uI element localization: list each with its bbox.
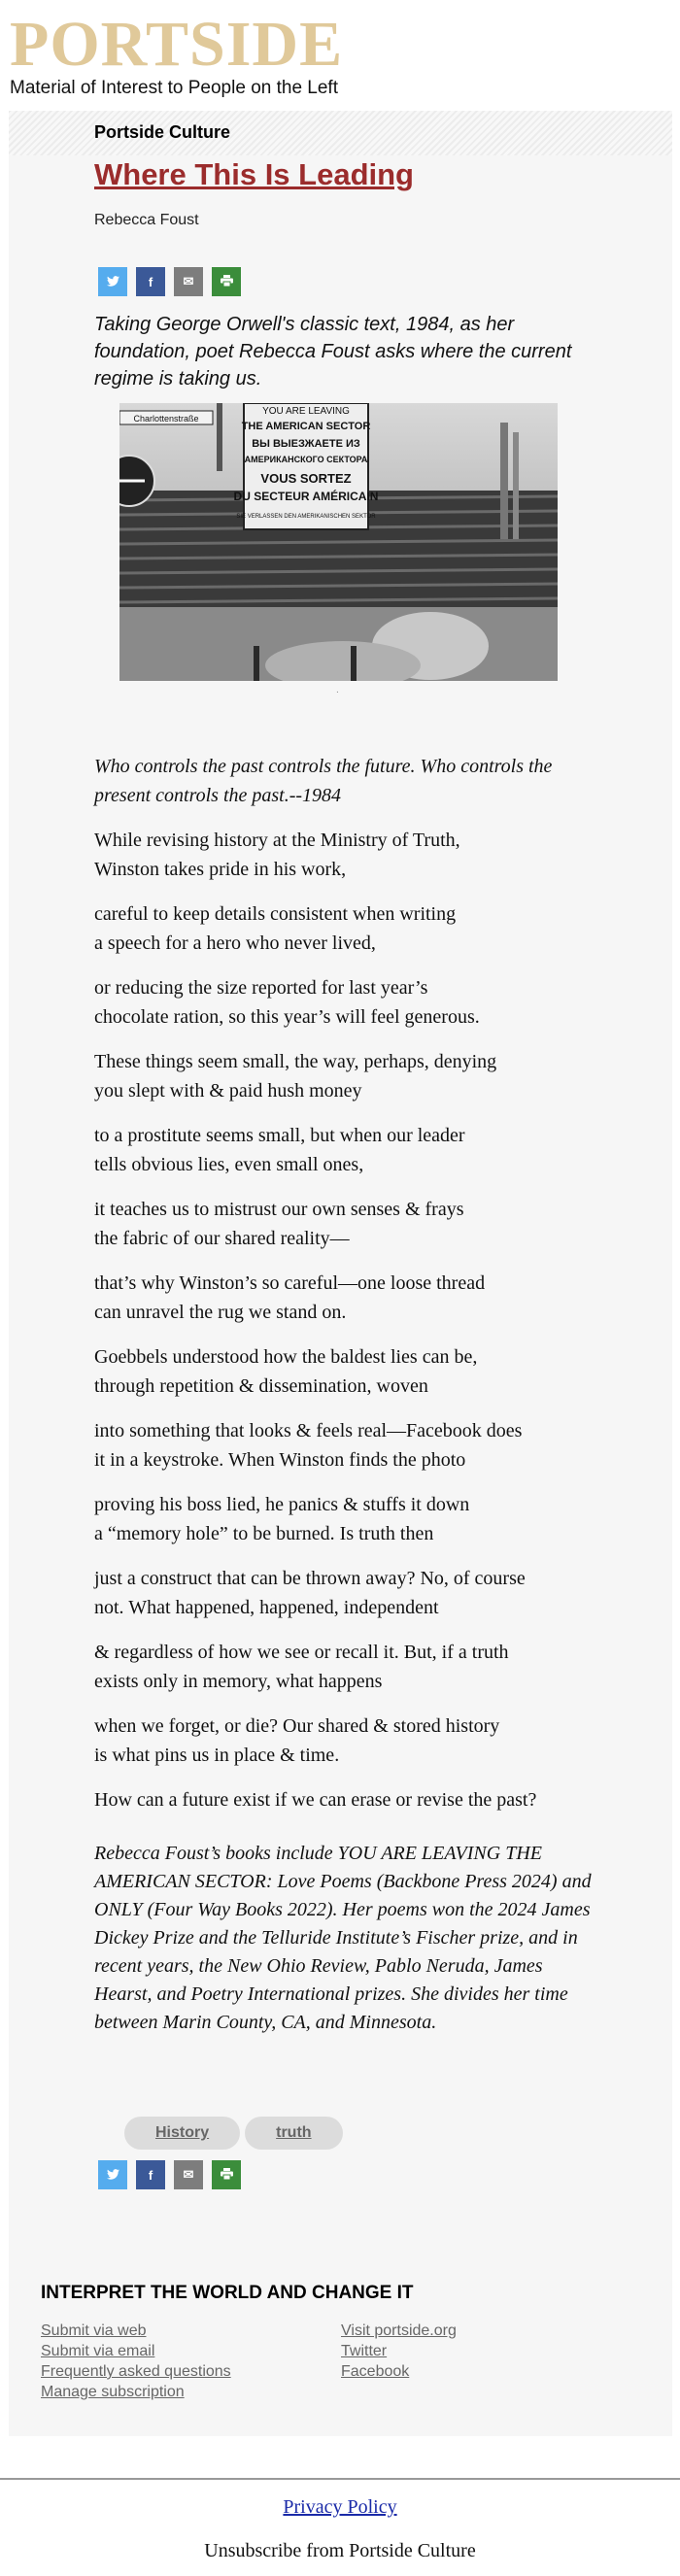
submit-web-link[interactable]: Submit via web xyxy=(41,2322,147,2339)
poem-line: not. What happened, happened, independent xyxy=(94,1597,439,1618)
email-share-button[interactable] xyxy=(174,267,203,296)
stanza xyxy=(94,1121,599,1179)
divider xyxy=(0,2478,680,2480)
poem-line: proving his boss lied, he panics & stuffs it down xyxy=(94,1494,470,1515)
stanza xyxy=(94,1712,599,1770)
print-button[interactable] xyxy=(212,2160,241,2189)
stanza xyxy=(94,1564,599,1622)
stanza xyxy=(94,826,599,884)
tag-truth[interactable]: truth xyxy=(245,2117,342,2150)
tag-list xyxy=(124,2117,343,2150)
email-icon: ✉ xyxy=(183,274,194,288)
author-bio: Rebecca Foust’s books include YOU ARE LEAVING THE AMERICAN SECTOR: Love Poems (Backbone Press 2024) and ONLY (Four Way Books 2022). Her poems won the 2024 James Dickey Prize and the Telluride Institute’s Fischer prize, and in recent years, the New Ohio Review, Pablo Neruda, James Hearst, and Poetry International prizes. She divides her time between Marin County, CA, and Minnesota. xyxy=(94,1843,592,2033)
poem-line: it in a keystroke. When Winston finds the photo xyxy=(94,1449,466,1471)
street-sign: Charlottenstraße xyxy=(133,414,199,424)
stanza xyxy=(94,1490,599,1548)
facebook-link[interactable]: Facebook xyxy=(341,2363,410,2380)
stanza xyxy=(94,1269,599,1327)
poem-line: when we forget, or die? Our shared & stored history xyxy=(94,1715,500,1737)
poem-line: chocolate ration, so this year’s will feel generous. xyxy=(94,1006,480,1028)
poem-line: that’s why Winston’s so careful—one loose thread xyxy=(94,1272,486,1294)
poem-line: a speech for a hero who never lived, xyxy=(94,932,376,954)
facebook-share-button[interactable] xyxy=(136,2160,165,2189)
article-lede: Taking George Orwell's classic text, 1984, as her foundation, poet Rebecca Foust asks where the current regime is taking us. xyxy=(94,314,572,390)
sign-line-4: АМЕРИКАНСКОГО СЕКТОРА xyxy=(244,455,368,464)
poem-line: & regardless of how we see or recall it. But, if a truth xyxy=(94,1642,509,1663)
print-icon xyxy=(221,275,233,289)
poem-line: tells obvious lies, even small ones, xyxy=(94,1154,364,1175)
poem-line: These things seem small, the way, perhaps, denying xyxy=(94,1051,497,1072)
sign-line-3: ВЫ ВЫЕЗЖАЕТЕ ИЗ xyxy=(252,438,360,450)
poem-line: a “memory hole” to be burned. Is truth then xyxy=(94,1523,434,1544)
share-bar-top xyxy=(98,267,241,296)
poem-line: or reducing the size reported for last year’s xyxy=(94,977,428,999)
photo-caption: . xyxy=(336,685,339,695)
poem-line: the fabric of our shared reality— xyxy=(94,1228,350,1249)
submit-email-link[interactable]: Submit via email xyxy=(41,2343,155,2359)
twitter-share-button[interactable] xyxy=(98,267,127,296)
print-button[interactable] xyxy=(212,267,241,296)
stanza xyxy=(94,1047,599,1105)
sign-line-1: YOU ARE LEAVING xyxy=(262,406,350,417)
section-label: Portside Culture xyxy=(94,122,231,142)
poem-line: into something that looks & feels real—Facebook does xyxy=(94,1420,523,1441)
twitter-icon xyxy=(107,275,119,289)
visit-portside-link[interactable]: Visit portside.org xyxy=(341,2322,457,2339)
poem-line: Goebbels understood how the baldest lies can be, xyxy=(94,1346,478,1368)
tag-history[interactable]: History xyxy=(124,2117,240,2150)
poem-line: is what pins us in place & time. xyxy=(94,1745,340,1766)
facebook-icon: f xyxy=(148,274,153,289)
poem-line: careful to keep details consistent when writing xyxy=(94,903,457,925)
faq-link[interactable]: Frequently asked questions xyxy=(41,2363,231,2380)
article-container xyxy=(9,111,672,2436)
stanza xyxy=(94,1785,599,1814)
stanza xyxy=(94,1416,599,1474)
article-title[interactable]: Where This Is Leading xyxy=(94,157,414,191)
sign-line-5: VOUS SORTEZ xyxy=(260,471,352,486)
poem-line: can unravel the rug we stand on. xyxy=(94,1302,347,1323)
stanza xyxy=(94,1638,599,1696)
twitter-link[interactable]: Twitter xyxy=(341,2343,388,2359)
article-photo xyxy=(119,403,558,681)
poem-line: it teaches us to mistrust our own senses & frays xyxy=(94,1199,464,1220)
poem-line: through repetition & dissemination, woven xyxy=(94,1375,428,1397)
stanza xyxy=(94,973,599,1032)
masthead xyxy=(0,0,680,98)
share-bar-bottom xyxy=(98,2160,241,2189)
poem-line: you slept with & paid hush money xyxy=(94,1080,362,1102)
manage-subscription-link[interactable]: Manage subscription xyxy=(41,2384,185,2400)
tagline: Material of Interest to People on the Left xyxy=(10,78,338,98)
article-author: Rebecca Foust xyxy=(94,212,199,228)
poem-line: How can a future exist if we can erase or revise the past? xyxy=(94,1789,537,1811)
privacy-policy-link[interactable]: Privacy Policy xyxy=(283,2496,397,2518)
portside-logo[interactable]: PORTSIDE xyxy=(10,9,344,80)
poem xyxy=(94,752,599,1830)
sign-line-2: THE AMERICAN SECTOR xyxy=(241,421,371,432)
footer-links-right xyxy=(341,2321,457,2382)
footer-links-left xyxy=(41,2321,231,2402)
unsubscribe-text[interactable]: Unsubscribe from Portside Culture xyxy=(204,2540,476,2561)
stanza xyxy=(94,899,599,958)
poem-line: exists only in memory, what happens xyxy=(94,1671,383,1692)
sign-line-6: DU SECTEUR AMÉRICAIN xyxy=(233,490,379,503)
stanza xyxy=(94,1342,599,1401)
facebook-share-button[interactable] xyxy=(136,267,165,296)
twitter-icon xyxy=(107,2168,119,2183)
email-share-button[interactable] xyxy=(174,2160,203,2189)
poem-line: While revising history at the Ministry of Truth, xyxy=(94,830,460,851)
sign-line-7: SIE VERLASSEN DEN AMERIKANISCHEN SEKTOR xyxy=(236,514,376,520)
stanza xyxy=(94,1195,599,1253)
facebook-icon: f xyxy=(148,2167,153,2183)
twitter-share-button[interactable] xyxy=(98,2160,127,2189)
berlin-sector-sign-image xyxy=(119,403,558,681)
poem-line: to a prostitute seems small, but when our leader xyxy=(94,1125,465,1146)
print-icon xyxy=(221,2168,233,2183)
poem-line: just a construct that can be thrown away? No, of course xyxy=(94,1568,526,1589)
poem-line: Winston takes pride in his work, xyxy=(94,859,347,880)
epigraph: Who controls the past controls the future. Who controls the present controls the past.--1984 xyxy=(94,756,553,806)
footer-heading: INTERPRET THE WORLD AND CHANGE IT xyxy=(41,2283,414,2303)
email-icon: ✉ xyxy=(183,2167,194,2182)
